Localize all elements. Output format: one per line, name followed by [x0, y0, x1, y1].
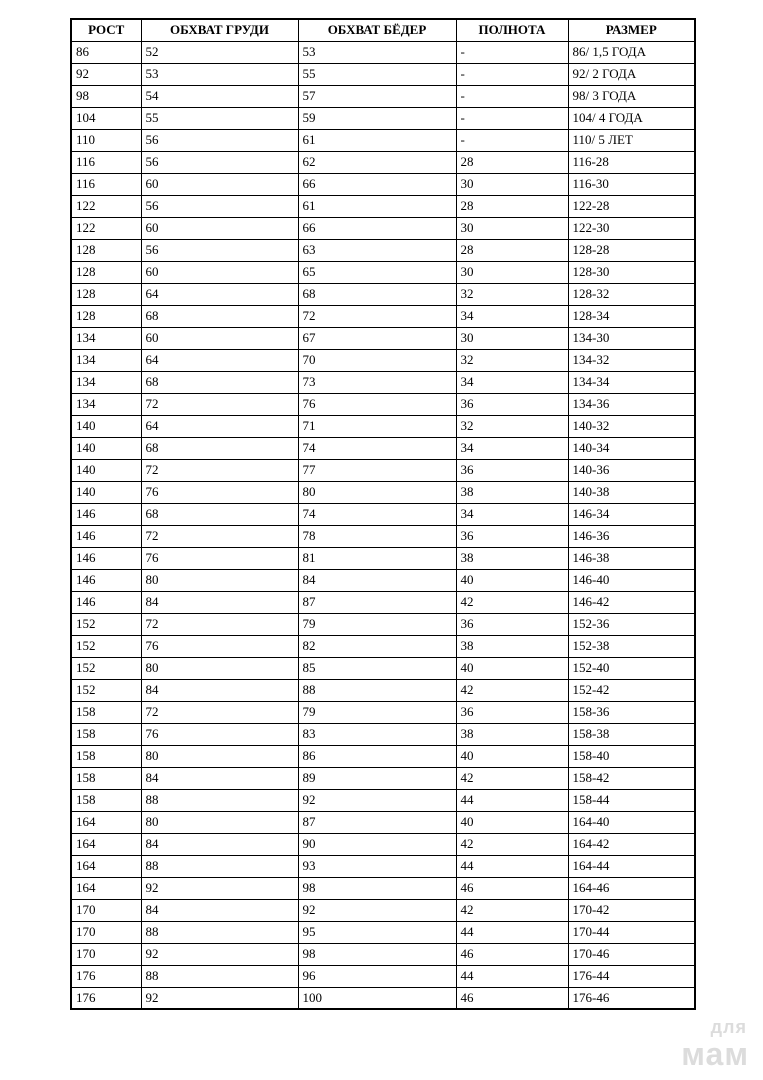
watermark-line2: мам	[681, 1036, 749, 1072]
table-cell: 59	[298, 107, 456, 129]
table-cell: 54	[141, 85, 298, 107]
table-cell: 164-42	[568, 833, 695, 855]
table-cell: 146-34	[568, 503, 695, 525]
table-cell: 122	[71, 217, 141, 239]
size-chart-container	[70, 18, 696, 1010]
table-cell: 87	[298, 591, 456, 613]
table-cell: 116	[71, 173, 141, 195]
table-cell: 104	[71, 107, 141, 129]
table-cell: 140-34	[568, 437, 695, 459]
table-cell: 176	[71, 965, 141, 987]
table-cell: 42	[456, 591, 568, 613]
table-cell: 170-42	[568, 899, 695, 921]
table-cell: 134	[71, 393, 141, 415]
table-cell: 128	[71, 283, 141, 305]
table-cell: 140	[71, 481, 141, 503]
table-cell: 55	[141, 107, 298, 129]
table-cell: 93	[298, 855, 456, 877]
table-cell: 116-28	[568, 151, 695, 173]
table-cell: 152-38	[568, 635, 695, 657]
table-row	[71, 811, 695, 833]
table-row	[71, 239, 695, 261]
table-cell: 146	[71, 591, 141, 613]
table-cell: 77	[298, 459, 456, 481]
table-cell: 80	[141, 811, 298, 833]
table-row	[71, 305, 695, 327]
table-cell: -	[456, 129, 568, 151]
table-cell: 146-38	[568, 547, 695, 569]
table-cell: 146-40	[568, 569, 695, 591]
table-cell: 72	[141, 459, 298, 481]
table-cell: 84	[141, 591, 298, 613]
table-cell: 34	[456, 305, 568, 327]
table-cell: 64	[141, 349, 298, 371]
size-table-body	[71, 41, 695, 1009]
table-cell: 71	[298, 415, 456, 437]
column-header: ОБХВАТ БЁДЕР	[298, 19, 456, 41]
table-cell: 84	[141, 767, 298, 789]
table-cell: 152	[71, 635, 141, 657]
table-cell: 122-30	[568, 217, 695, 239]
table-cell: 55	[298, 63, 456, 85]
table-cell: 116-30	[568, 173, 695, 195]
table-cell: 170	[71, 921, 141, 943]
table-cell: 68	[141, 305, 298, 327]
table-row	[71, 107, 695, 129]
table-cell: 92	[298, 789, 456, 811]
table-cell: 68	[141, 371, 298, 393]
table-cell: 63	[298, 239, 456, 261]
table-cell: 32	[456, 283, 568, 305]
table-cell: 36	[456, 701, 568, 723]
table-cell: 68	[298, 283, 456, 305]
table-cell: 84	[141, 679, 298, 701]
table-cell: 158	[71, 789, 141, 811]
table-cell: 56	[141, 129, 298, 151]
table-cell: 158	[71, 723, 141, 745]
table-cell: 42	[456, 899, 568, 921]
table-row	[71, 701, 695, 723]
table-cell: 28	[456, 239, 568, 261]
column-header: ОБХВАТ ГРУДИ	[141, 19, 298, 41]
site-watermark	[681, 1018, 749, 1070]
table-cell: 90	[298, 833, 456, 855]
table-cell: 152-42	[568, 679, 695, 701]
table-cell: 128	[71, 305, 141, 327]
table-row	[71, 635, 695, 657]
table-row	[71, 745, 695, 767]
table-cell: 82	[298, 635, 456, 657]
table-cell: 152	[71, 613, 141, 635]
table-cell: 128-30	[568, 261, 695, 283]
table-cell: 80	[141, 657, 298, 679]
table-cell: 32	[456, 349, 568, 371]
table-cell: 40	[456, 657, 568, 679]
table-cell: 95	[298, 921, 456, 943]
table-cell: 164-44	[568, 855, 695, 877]
table-cell: 176-44	[568, 965, 695, 987]
table-cell: 46	[456, 943, 568, 965]
table-cell: -	[456, 85, 568, 107]
table-cell: 72	[298, 305, 456, 327]
table-cell: 134-32	[568, 349, 695, 371]
table-cell: 146	[71, 503, 141, 525]
table-row	[71, 41, 695, 63]
table-cell: 40	[456, 811, 568, 833]
table-cell: 128-34	[568, 305, 695, 327]
table-row	[71, 327, 695, 349]
table-cell: 152	[71, 657, 141, 679]
table-cell: 68	[141, 503, 298, 525]
table-cell: 86	[71, 41, 141, 63]
table-cell: 76	[298, 393, 456, 415]
table-cell: 44	[456, 965, 568, 987]
table-cell: 86	[298, 745, 456, 767]
table-row	[71, 591, 695, 613]
table-cell: 146	[71, 569, 141, 591]
table-row	[71, 877, 695, 899]
table-cell: 30	[456, 261, 568, 283]
table-cell: 44	[456, 921, 568, 943]
watermark-line1: для	[710, 1017, 747, 1037]
table-row	[71, 459, 695, 481]
table-cell: 72	[141, 393, 298, 415]
table-cell: 92	[71, 63, 141, 85]
table-cell: 158-42	[568, 767, 695, 789]
table-cell: 36	[456, 525, 568, 547]
table-cell: 98	[71, 85, 141, 107]
table-cell: 46	[456, 877, 568, 899]
table-cell: 79	[298, 701, 456, 723]
header-row	[71, 19, 695, 41]
table-cell: 76	[141, 481, 298, 503]
table-cell: 60	[141, 327, 298, 349]
table-cell: 46	[456, 987, 568, 1009]
table-cell: 98	[298, 877, 456, 899]
table-cell: 92	[298, 899, 456, 921]
table-cell: 146-42	[568, 591, 695, 613]
table-cell: 146	[71, 525, 141, 547]
table-cell: 87	[298, 811, 456, 833]
table-cell: 140-32	[568, 415, 695, 437]
table-cell: 92/ 2 ГОДА	[568, 63, 695, 85]
table-cell: 64	[141, 415, 298, 437]
table-cell: 134	[71, 371, 141, 393]
table-cell: 84	[141, 899, 298, 921]
table-cell: 86/ 1,5 ГОДА	[568, 41, 695, 63]
table-cell: 73	[298, 371, 456, 393]
table-cell: 110	[71, 129, 141, 151]
table-cell: 158-36	[568, 701, 695, 723]
table-cell: 100	[298, 987, 456, 1009]
table-cell: 42	[456, 833, 568, 855]
table-cell: 34	[456, 503, 568, 525]
table-cell: 28	[456, 151, 568, 173]
table-cell: 67	[298, 327, 456, 349]
table-cell: 56	[141, 151, 298, 173]
table-cell: 88	[141, 855, 298, 877]
table-cell: 134	[71, 349, 141, 371]
table-cell: 30	[456, 327, 568, 349]
table-cell: 38	[456, 547, 568, 569]
table-row	[71, 129, 695, 151]
table-cell: -	[456, 41, 568, 63]
table-cell: 30	[456, 173, 568, 195]
table-row	[71, 789, 695, 811]
table-cell: 96	[298, 965, 456, 987]
table-cell: 74	[298, 503, 456, 525]
table-cell: 164-46	[568, 877, 695, 899]
table-row	[71, 921, 695, 943]
table-row	[71, 217, 695, 239]
table-cell: 44	[456, 855, 568, 877]
table-cell: -	[456, 63, 568, 85]
table-cell: 128	[71, 261, 141, 283]
table-cell: 65	[298, 261, 456, 283]
table-cell: 60	[141, 217, 298, 239]
table-cell: 30	[456, 217, 568, 239]
table-cell: 92	[141, 943, 298, 965]
table-cell: 170-46	[568, 943, 695, 965]
table-cell: 83	[298, 723, 456, 745]
table-cell: 140-38	[568, 481, 695, 503]
table-cell: 88	[141, 789, 298, 811]
table-cell: 60	[141, 261, 298, 283]
table-cell: 158	[71, 767, 141, 789]
table-cell: 76	[141, 547, 298, 569]
table-cell: 116	[71, 151, 141, 173]
table-row	[71, 261, 695, 283]
table-cell: 170	[71, 943, 141, 965]
table-cell: 88	[141, 965, 298, 987]
table-cell: 78	[298, 525, 456, 547]
table-row	[71, 151, 695, 173]
table-cell: 53	[298, 41, 456, 63]
table-cell: 98	[298, 943, 456, 965]
table-cell: 38	[456, 723, 568, 745]
table-cell: 42	[456, 767, 568, 789]
table-row	[71, 437, 695, 459]
table-cell: 164	[71, 855, 141, 877]
table-row	[71, 525, 695, 547]
table-cell: 36	[456, 613, 568, 635]
table-cell: 140	[71, 437, 141, 459]
table-cell: 70	[298, 349, 456, 371]
column-header: ПОЛНОТА	[456, 19, 568, 41]
table-cell: 158-44	[568, 789, 695, 811]
table-cell: 158-40	[568, 745, 695, 767]
table-row	[71, 85, 695, 107]
table-cell: 38	[456, 635, 568, 657]
table-cell: 64	[141, 283, 298, 305]
column-header: РАЗМЕР	[568, 19, 695, 41]
table-cell: 152-36	[568, 613, 695, 635]
table-cell: 110/ 5 ЛЕТ	[568, 129, 695, 151]
table-cell: 176-46	[568, 987, 695, 1009]
table-cell: 92	[141, 877, 298, 899]
table-row	[71, 723, 695, 745]
table-row	[71, 657, 695, 679]
table-cell: 72	[141, 613, 298, 635]
table-cell: 164	[71, 833, 141, 855]
table-cell: 56	[141, 195, 298, 217]
table-cell: 40	[456, 745, 568, 767]
table-cell: 32	[456, 415, 568, 437]
table-row	[71, 173, 695, 195]
table-row	[71, 371, 695, 393]
table-cell: 128	[71, 239, 141, 261]
table-cell: 74	[298, 437, 456, 459]
table-cell: 76	[141, 635, 298, 657]
table-cell: 28	[456, 195, 568, 217]
table-row	[71, 547, 695, 569]
table-row	[71, 415, 695, 437]
table-row	[71, 855, 695, 877]
table-row	[71, 987, 695, 1009]
table-cell: 79	[298, 613, 456, 635]
table-cell: 104/ 4 ГОДА	[568, 107, 695, 129]
table-cell: 42	[456, 679, 568, 701]
table-cell: 60	[141, 173, 298, 195]
table-row	[71, 943, 695, 965]
size-table	[70, 18, 696, 1010]
table-cell: 62	[298, 151, 456, 173]
table-cell: 89	[298, 767, 456, 789]
table-row	[71, 393, 695, 415]
table-cell: 53	[141, 63, 298, 85]
table-cell: 128-32	[568, 283, 695, 305]
table-cell: 128-28	[568, 239, 695, 261]
table-cell: 164-40	[568, 811, 695, 833]
table-row	[71, 679, 695, 701]
table-cell: 146-36	[568, 525, 695, 547]
table-cell: 164	[71, 877, 141, 899]
table-cell: 158	[71, 701, 141, 723]
table-row	[71, 63, 695, 85]
table-row	[71, 481, 695, 503]
table-cell: 61	[298, 195, 456, 217]
table-cell: 84	[141, 833, 298, 855]
table-cell: 66	[298, 173, 456, 195]
table-cell: 140	[71, 415, 141, 437]
table-row	[71, 613, 695, 635]
table-cell: 56	[141, 239, 298, 261]
table-cell: 85	[298, 657, 456, 679]
table-cell: 34	[456, 371, 568, 393]
table-cell: 80	[141, 569, 298, 591]
table-cell: 81	[298, 547, 456, 569]
table-cell: 134	[71, 327, 141, 349]
table-cell: 44	[456, 789, 568, 811]
table-row	[71, 569, 695, 591]
table-cell: 72	[141, 525, 298, 547]
table-cell: 72	[141, 701, 298, 723]
table-cell: 146	[71, 547, 141, 569]
table-row	[71, 283, 695, 305]
table-cell: 152	[71, 679, 141, 701]
table-cell: 98/ 3 ГОДА	[568, 85, 695, 107]
table-row	[71, 195, 695, 217]
table-cell: 158	[71, 745, 141, 767]
table-cell: 80	[298, 481, 456, 503]
table-cell: 92	[141, 987, 298, 1009]
table-row	[71, 767, 695, 789]
table-row	[71, 899, 695, 921]
table-cell: 170-44	[568, 921, 695, 943]
table-cell: 158-38	[568, 723, 695, 745]
table-row	[71, 965, 695, 987]
table-cell: 122	[71, 195, 141, 217]
table-cell: -	[456, 107, 568, 129]
table-cell: 57	[298, 85, 456, 107]
table-cell: 36	[456, 459, 568, 481]
table-cell: 88	[141, 921, 298, 943]
table-cell: 140-36	[568, 459, 695, 481]
column-header: РОСТ	[71, 19, 141, 41]
table-cell: 66	[298, 217, 456, 239]
table-cell: 52	[141, 41, 298, 63]
table-cell: 88	[298, 679, 456, 701]
table-cell: 61	[298, 129, 456, 151]
table-cell: 34	[456, 437, 568, 459]
table-cell: 176	[71, 987, 141, 1009]
table-row	[71, 349, 695, 371]
table-cell: 40	[456, 569, 568, 591]
table-row	[71, 833, 695, 855]
table-cell: 80	[141, 745, 298, 767]
table-cell: 36	[456, 393, 568, 415]
table-cell: 170	[71, 899, 141, 921]
table-cell: 68	[141, 437, 298, 459]
table-row	[71, 503, 695, 525]
table-cell: 134-36	[568, 393, 695, 415]
table-cell: 134-34	[568, 371, 695, 393]
table-cell: 84	[298, 569, 456, 591]
table-cell: 164	[71, 811, 141, 833]
table-cell: 76	[141, 723, 298, 745]
table-cell: 38	[456, 481, 568, 503]
table-cell: 140	[71, 459, 141, 481]
table-cell: 122-28	[568, 195, 695, 217]
table-cell: 134-30	[568, 327, 695, 349]
table-cell: 152-40	[568, 657, 695, 679]
size-table-header	[71, 19, 695, 41]
